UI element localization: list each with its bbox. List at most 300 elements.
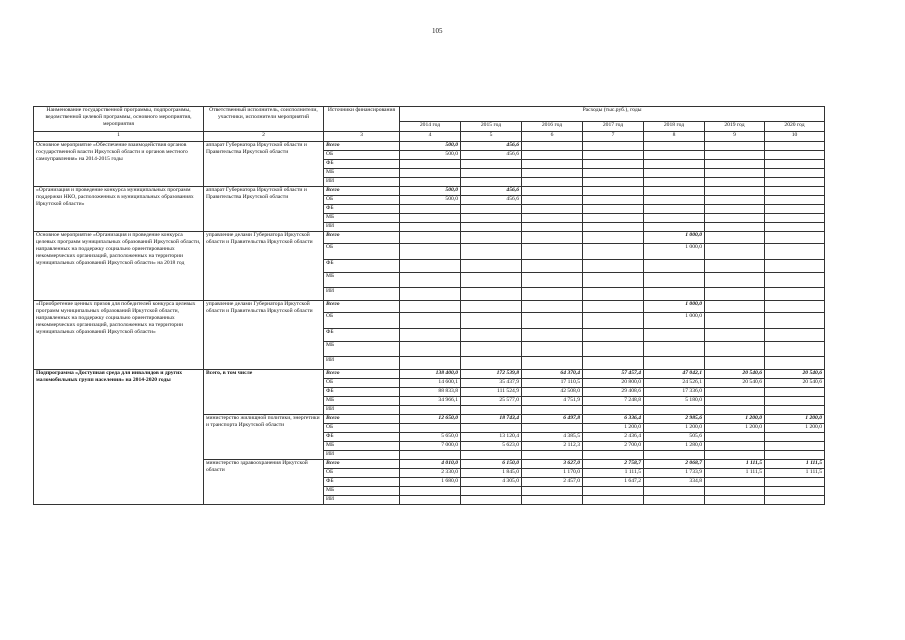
value-cell: [705, 259, 765, 272]
value-cell: [400, 204, 461, 213]
value-cell: 2 700,0: [583, 441, 644, 450]
value-cell: [583, 243, 644, 259]
value-cell: 14 600,1: [400, 378, 461, 387]
value-cell: [705, 213, 765, 222]
value-cell: [522, 195, 583, 204]
value-cell: [705, 272, 765, 287]
value-cell: [765, 287, 825, 300]
value-cell: [583, 213, 644, 222]
value-cell: [583, 486, 644, 495]
value-cell: [765, 177, 825, 186]
value-cell: 1 647,2: [583, 477, 644, 486]
column-number: 9: [705, 132, 765, 142]
source-cell: ИИ: [324, 287, 400, 300]
executor-name: министерство здравоохранения Иркутской области: [204, 459, 324, 504]
value-cell: [644, 495, 705, 504]
value-cell: [400, 495, 461, 504]
value-cell: [400, 243, 461, 259]
value-cell: [522, 423, 583, 432]
table-row: [34, 186, 825, 195]
value-cell: 13 120,4: [461, 432, 522, 441]
column-numbers-row: [34, 132, 825, 142]
source-cell: Всего: [324, 369, 400, 378]
value-cell: 456,6: [461, 141, 522, 150]
table-row: [34, 141, 825, 150]
source-cell: ОБ: [324, 195, 400, 204]
value-cell: [522, 159, 583, 168]
value-cell: [705, 495, 765, 504]
header-year: 2017 год: [583, 122, 644, 132]
column-number: 2: [204, 132, 324, 142]
source-cell: МБ: [324, 341, 400, 356]
value-cell: [705, 387, 765, 396]
value-cell: [765, 213, 825, 222]
value-cell: [644, 341, 705, 356]
value-cell: [583, 495, 644, 504]
executor-name: управление делами Губернатора Иркутской области и Правительства Иркутской области: [204, 231, 324, 300]
value-cell: [522, 312, 583, 328]
value-cell: 17 336,0: [644, 387, 705, 396]
value-cell: [705, 450, 765, 459]
value-cell: [400, 259, 461, 272]
value-cell: [644, 356, 705, 369]
value-cell: [644, 141, 705, 150]
value-cell: [765, 243, 825, 259]
value-cell: [400, 328, 461, 341]
executor-name: аппарат Губернатора Иркутской области и Правительства Иркутской области: [204, 141, 324, 186]
source-cell: ОБ: [324, 468, 400, 477]
value-cell: [461, 300, 522, 312]
value-cell: 1 111,5: [765, 459, 825, 468]
value-cell: [461, 159, 522, 168]
value-cell: 20 540,6: [705, 378, 765, 387]
value-cell: [400, 222, 461, 231]
source-cell: ФБ: [324, 432, 400, 441]
value-cell: [765, 405, 825, 414]
value-cell: 1 845,0: [461, 468, 522, 477]
value-cell: 20 540,6: [765, 378, 825, 387]
value-cell: 2 758,7: [583, 459, 644, 468]
value-cell: [400, 356, 461, 369]
value-cell: [461, 423, 522, 432]
value-cell: [705, 356, 765, 369]
value-cell: [461, 486, 522, 495]
value-cell: 2 457,0: [522, 477, 583, 486]
value-cell: [705, 141, 765, 150]
value-cell: [461, 405, 522, 414]
value-cell: [522, 272, 583, 287]
value-cell: 456,6: [461, 186, 522, 195]
value-cell: [400, 450, 461, 459]
source-cell: ИИ: [324, 495, 400, 504]
value-cell: [705, 405, 765, 414]
value-cell: 4 751,9: [522, 396, 583, 405]
header-year: 2019 год: [705, 122, 765, 132]
value-cell: [765, 159, 825, 168]
value-cell: 24 526,1: [644, 378, 705, 387]
value-cell: [705, 341, 765, 356]
value-cell: [765, 432, 825, 441]
value-cell: 20 540,6: [705, 369, 765, 378]
value-cell: [522, 486, 583, 495]
value-cell: [400, 177, 461, 186]
value-cell: [765, 186, 825, 195]
source-cell: ИИ: [324, 405, 400, 414]
value-cell: [765, 450, 825, 459]
value-cell: [705, 300, 765, 312]
value-cell: [705, 222, 765, 231]
value-cell: 6 497,8: [522, 414, 583, 423]
value-cell: 57 457,4: [583, 369, 644, 378]
value-cell: [461, 231, 522, 243]
value-cell: 500,0: [400, 195, 461, 204]
value-cell: 456,6: [461, 195, 522, 204]
value-cell: [705, 195, 765, 204]
value-cell: [765, 150, 825, 159]
source-cell: ИИ: [324, 177, 400, 186]
value-cell: [522, 231, 583, 243]
value-cell: [644, 405, 705, 414]
column-number: 5: [461, 132, 522, 142]
header-year: 2020 год: [765, 122, 825, 132]
source-cell: ФБ: [324, 328, 400, 341]
value-cell: [765, 495, 825, 504]
source-cell: ИИ: [324, 356, 400, 369]
value-cell: [400, 159, 461, 168]
value-cell: 6 336,4: [583, 414, 644, 423]
value-cell: [522, 150, 583, 159]
value-cell: [705, 287, 765, 300]
value-cell: 35 437,9: [461, 378, 522, 387]
source-cell: Всего: [324, 459, 400, 468]
value-cell: [705, 186, 765, 195]
header-year: 2015 год: [461, 122, 522, 132]
value-cell: [583, 204, 644, 213]
source-cell: МБ: [324, 213, 400, 222]
value-cell: 47 042,1: [644, 369, 705, 378]
table-row: [34, 300, 825, 312]
value-cell: [522, 243, 583, 259]
value-cell: 1 200,0: [765, 423, 825, 432]
value-cell: 138 400,0: [400, 369, 461, 378]
column-number: 7: [583, 132, 644, 142]
page-number: 105: [432, 27, 443, 35]
value-cell: [583, 159, 644, 168]
value-cell: [522, 341, 583, 356]
header-executor: Ответственный исполнитель, соисполнители, участники, исполнители мероприятий: [204, 107, 324, 132]
value-cell: [583, 405, 644, 414]
value-cell: [522, 204, 583, 213]
value-cell: [583, 141, 644, 150]
value-cell: [765, 356, 825, 369]
value-cell: [644, 222, 705, 231]
value-cell: [522, 213, 583, 222]
value-cell: [400, 486, 461, 495]
value-cell: [400, 405, 461, 414]
value-cell: [583, 150, 644, 159]
value-cell: [522, 300, 583, 312]
value-cell: 7 000,0: [400, 441, 461, 450]
value-cell: 17 110,5: [522, 378, 583, 387]
source-cell: Всего: [324, 414, 400, 423]
table-row: [34, 369, 825, 378]
value-cell: 500,0: [400, 141, 461, 150]
value-cell: [765, 222, 825, 231]
value-cell: 34 966,1: [400, 396, 461, 405]
column-number: 3: [324, 132, 400, 142]
source-cell: ФБ: [324, 387, 400, 396]
value-cell: 456,6: [461, 150, 522, 159]
value-cell: 2 436,4: [583, 432, 644, 441]
column-number: 6: [522, 132, 583, 142]
value-cell: [461, 177, 522, 186]
value-cell: 1 200,0: [765, 414, 825, 423]
value-cell: [644, 213, 705, 222]
value-cell: [583, 177, 644, 186]
value-cell: [461, 312, 522, 328]
value-cell: [644, 159, 705, 168]
value-cell: [644, 204, 705, 213]
value-cell: [765, 259, 825, 272]
value-cell: 111 524,9: [461, 387, 522, 396]
value-cell: [765, 486, 825, 495]
value-cell: [583, 259, 644, 272]
value-cell: [461, 287, 522, 300]
executor-name: министерство жилищной политики, энергетики и транспорта Иркутской области: [204, 414, 324, 459]
value-cell: [705, 328, 765, 341]
value-cell: [461, 259, 522, 272]
value-cell: 64 370,4: [522, 369, 583, 378]
value-cell: [705, 150, 765, 159]
subprogram-title: Подпрограмма «Доступная среда для инвалидов и других маломобильных групп населения» на 2014-2020 годы: [34, 369, 204, 504]
budget-table: [33, 106, 825, 505]
value-cell: [705, 243, 765, 259]
value-cell: [461, 356, 522, 369]
column-number: 1: [34, 132, 204, 142]
source-cell: МБ: [324, 168, 400, 177]
value-cell: [705, 441, 765, 450]
value-cell: [400, 287, 461, 300]
value-cell: 1 111,5: [583, 468, 644, 477]
value-cell: [461, 213, 522, 222]
value-cell: [644, 177, 705, 186]
value-cell: [522, 405, 583, 414]
value-cell: 5 623,0: [461, 441, 522, 450]
source-cell: МБ: [324, 396, 400, 405]
source-cell: ОБ: [324, 423, 400, 432]
value-cell: [705, 204, 765, 213]
source-cell: Всего: [324, 231, 400, 243]
value-cell: [461, 204, 522, 213]
value-cell: [705, 177, 765, 186]
value-cell: [461, 168, 522, 177]
value-cell: 29 408,6: [583, 387, 644, 396]
value-cell: 2 068,7: [644, 459, 705, 468]
value-cell: [522, 259, 583, 272]
value-cell: [765, 231, 825, 243]
value-cell: 6 150,0: [461, 459, 522, 468]
value-cell: 1 280,0: [644, 441, 705, 450]
value-cell: 1 111,5: [705, 468, 765, 477]
value-cell: [522, 177, 583, 186]
value-cell: [765, 204, 825, 213]
value-cell: [765, 168, 825, 177]
value-cell: 500,0: [400, 186, 461, 195]
header-year: 2018 год: [644, 122, 705, 132]
value-cell: [765, 195, 825, 204]
value-cell: 1 000,0: [644, 243, 705, 259]
value-cell: [583, 272, 644, 287]
header-program: Наименование государственной программы, подпрограммы, ведомственной целевой программы, основного мероприятия, мероприятия: [34, 107, 204, 132]
value-cell: [583, 328, 644, 341]
value-cell: 172 539,8: [461, 369, 522, 378]
value-cell: 88 833,8: [400, 387, 461, 396]
header-year: 2016 год: [522, 122, 583, 132]
source-cell: ИИ: [324, 450, 400, 459]
value-cell: [400, 341, 461, 356]
value-cell: [461, 243, 522, 259]
value-cell: 1 000,0: [644, 231, 705, 243]
value-cell: [705, 168, 765, 177]
source-cell: Всего: [324, 300, 400, 312]
value-cell: [583, 168, 644, 177]
value-cell: [765, 141, 825, 150]
header-sources: Источники финансирования: [324, 107, 400, 132]
value-cell: [705, 396, 765, 405]
value-cell: [705, 432, 765, 441]
value-cell: 1 000,0: [644, 300, 705, 312]
value-cell: 4 385,5: [522, 432, 583, 441]
value-cell: 1 200,0: [583, 423, 644, 432]
value-cell: [522, 450, 583, 459]
value-cell: [461, 341, 522, 356]
value-cell: 2 330,0: [400, 468, 461, 477]
value-cell: 500,0: [400, 150, 461, 159]
value-cell: 7 248,8: [583, 396, 644, 405]
value-cell: [644, 287, 705, 300]
value-cell: [400, 213, 461, 222]
value-cell: [583, 356, 644, 369]
value-cell: 42 508,0: [522, 387, 583, 396]
value-cell: 5 650,0: [400, 432, 461, 441]
value-cell: [522, 222, 583, 231]
value-cell: 1 170,0: [522, 468, 583, 477]
value-cell: [765, 312, 825, 328]
value-cell: [705, 231, 765, 243]
value-cell: 20 540,6: [765, 369, 825, 378]
value-cell: 1 200,0: [705, 414, 765, 423]
value-cell: [583, 312, 644, 328]
source-cell: ОБ: [324, 150, 400, 159]
value-cell: [400, 423, 461, 432]
table-row: [34, 231, 825, 243]
value-cell: 1 733,9: [644, 468, 705, 477]
value-cell: [765, 328, 825, 341]
value-cell: [522, 141, 583, 150]
value-cell: [644, 486, 705, 495]
value-cell: [644, 259, 705, 272]
value-cell: [583, 186, 644, 195]
value-cell: 4 010,0: [400, 459, 461, 468]
value-cell: 5 180,0: [644, 396, 705, 405]
value-cell: [705, 486, 765, 495]
program-name: Основное мероприятие «Обеспечение взаимодействия органов государственной власти Иркутской области и органов местного самоуправления» на 2014-2015 годы: [34, 141, 204, 186]
value-cell: [400, 168, 461, 177]
source-cell: ОБ: [324, 312, 400, 328]
source-cell: МБ: [324, 272, 400, 287]
value-cell: [583, 341, 644, 356]
value-cell: [522, 168, 583, 177]
value-cell: 20 800,0: [583, 378, 644, 387]
value-cell: [765, 441, 825, 450]
source-cell: МБ: [324, 486, 400, 495]
value-cell: [765, 477, 825, 486]
value-cell: [644, 450, 705, 459]
value-cell: [644, 195, 705, 204]
value-cell: 3 627,0: [522, 459, 583, 468]
value-cell: 1 680,0: [400, 477, 461, 486]
value-cell: 1 200,0: [644, 423, 705, 432]
source-cell: Всего: [324, 141, 400, 150]
value-cell: 334,8: [644, 477, 705, 486]
source-cell: ФБ: [324, 259, 400, 272]
value-cell: [644, 272, 705, 287]
value-cell: [461, 272, 522, 287]
executor-name: управление делами Губернатора Иркутской области и Правительства Иркутской области: [204, 300, 324, 369]
value-cell: [583, 287, 644, 300]
source-cell: ИИ: [324, 222, 400, 231]
value-cell: [522, 356, 583, 369]
program-name: «Организация и проведение конкурса муниципальных программ поддержки НКО, расположенных в муниципальных образованиях Иркутской области»: [34, 186, 204, 231]
value-cell: 2 985,6: [644, 414, 705, 423]
value-cell: [644, 186, 705, 195]
value-cell: [644, 150, 705, 159]
value-cell: [461, 495, 522, 504]
value-cell: [461, 328, 522, 341]
value-cell: 1 000,0: [644, 312, 705, 328]
value-cell: [644, 328, 705, 341]
value-cell: [705, 159, 765, 168]
source-cell: Всего: [324, 186, 400, 195]
header-row: [34, 107, 825, 122]
header-year: 2014 год: [400, 122, 461, 132]
value-cell: [400, 300, 461, 312]
value-cell: [765, 396, 825, 405]
value-cell: 1 111,5: [705, 459, 765, 468]
value-cell: [765, 300, 825, 312]
value-cell: [583, 222, 644, 231]
column-number: 10: [765, 132, 825, 142]
source-cell: МБ: [324, 441, 400, 450]
value-cell: 18 743,4: [461, 414, 522, 423]
executor-name: Всего, в том числе: [204, 369, 324, 414]
value-cell: [522, 186, 583, 195]
source-cell: ФБ: [324, 477, 400, 486]
value-cell: [522, 495, 583, 504]
value-cell: [400, 231, 461, 243]
value-cell: [705, 477, 765, 486]
program-name: Основное мероприятие «Организация и проведение конкурса целевых программ муниципальных образований Иркутской области, направленных на поддержку социально ориентированных некоммерческих организаций, расположенных на территории муниципальных образований Иркутской области» на 2018 год: [34, 231, 204, 300]
value-cell: [705, 312, 765, 328]
value-cell: [765, 272, 825, 287]
value-cell: 1 200,0: [705, 423, 765, 432]
header-expenses: Расходы (тыс.руб.), годы: [400, 107, 825, 122]
column-number: 4: [400, 132, 461, 142]
program-name: «Приобретение ценных призов для победителей конкурса целевых программ муниципальных образований Иркутской области, направленных на поддержку социально ориентированных некоммерческих организаций, расположенных на территории муниципальных образований Иркутской области»: [34, 300, 204, 369]
value-cell: [644, 168, 705, 177]
value-cell: [522, 287, 583, 300]
value-cell: [583, 300, 644, 312]
